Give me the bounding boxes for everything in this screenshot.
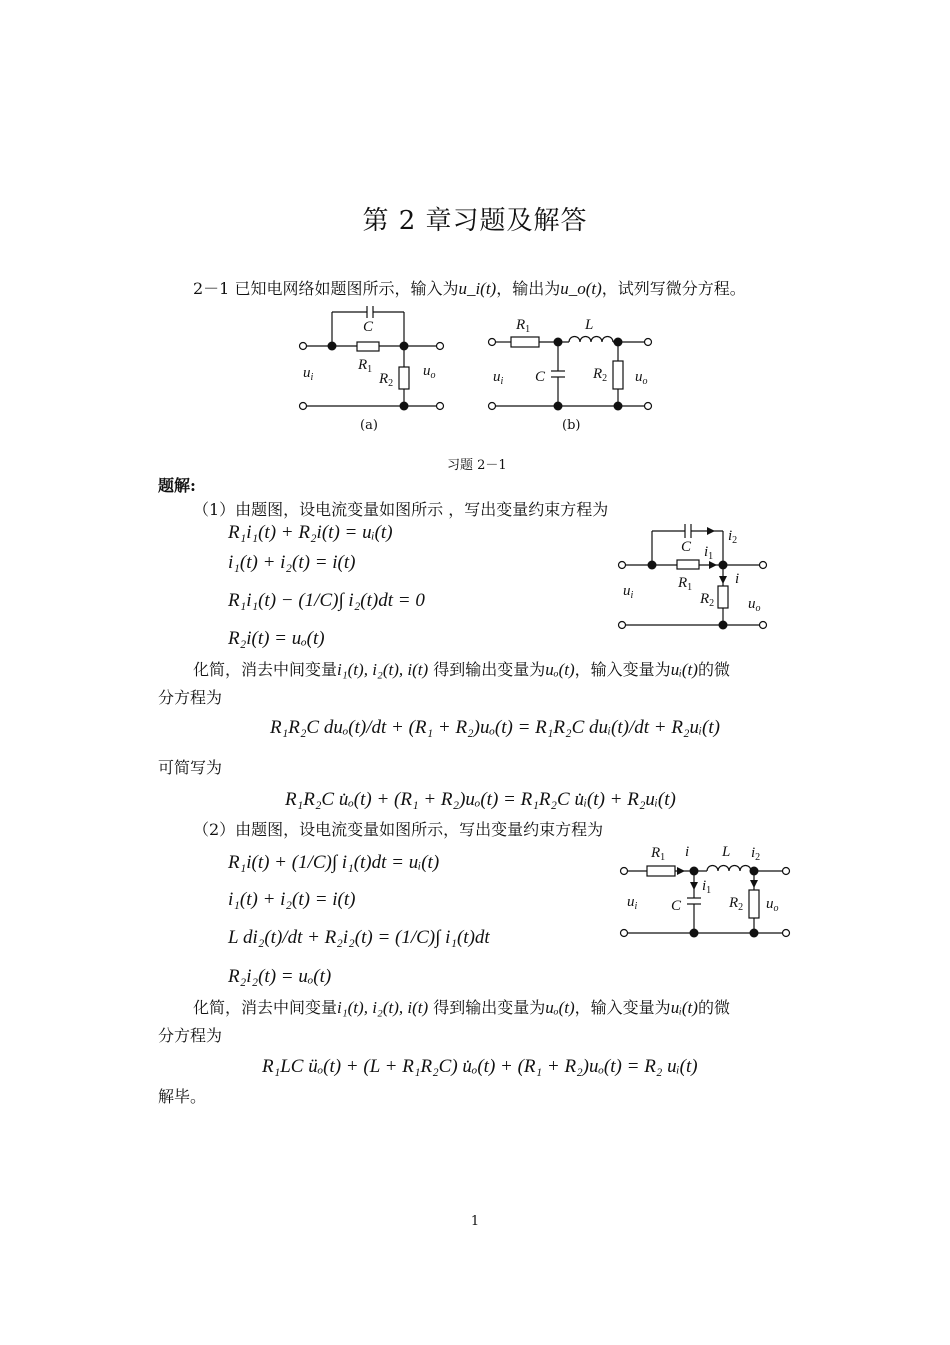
problem-intro-c: ，试列写微分方程。 (601, 279, 746, 298)
svg-text:L: L (585, 317, 594, 333)
part1-equation-1: R₁i₁(t) + R₂i(t) = uᵢ(t) (228, 522, 393, 543)
short-form-label: 可简写为 (158, 758, 223, 777)
part2-simplify-line (193, 995, 730, 1018)
svg-text:i1: $i_1$ (704, 544, 714, 562)
svg-text:R2: $R_2$ (729, 895, 744, 913)
part2-equation-2: i₁(t) + i₂(t) = i(t) (228, 889, 356, 910)
svg-text:i: i (685, 844, 690, 860)
part1-short-equation: R₁R₂C u̇ₒ(t) + (R₁ + R₂)uₒ(t) = R₁R₂C u̇ᵢ(t) + R₂uᵢ(t) (285, 789, 676, 810)
figure-b-label: (b) (562, 418, 581, 433)
circuit-figure-b (485, 315, 655, 415)
svg-text:C: C (535, 369, 546, 385)
part2-result-equation: R₁LC üₒ(t) + (L + R₁R₂C) u̇ₒ(t) + (R₁ + R₂)uₒ(t) = R₂ uᵢ(t) (262, 1056, 698, 1077)
part2-equation-3: L di₂(t)/dt + R₂i₂(t) = (1/C)∫ i₁(t)dt (228, 927, 490, 948)
simplify2-output-var: uₒ(t) (545, 998, 575, 1017)
svg-text:C: C (363, 319, 374, 335)
simplify-text-a: 化简，消去中间变量 (193, 660, 338, 679)
svg-text:uo: $u_o$ (423, 363, 436, 381)
part1-result-equation: R₁R₂C duₒ(t)/dt + (R₁ + R₂)uₒ(t) = R₁R₂C duᵢ(t)/dt + R₂uᵢ(t) (270, 717, 720, 738)
circuit-figure-a (295, 305, 455, 415)
part2-simplify-line-2: 分方程为 (158, 1026, 223, 1045)
problem-intro-b: ，输出为 (496, 279, 561, 298)
svg-text:ui: $u_i$ (623, 583, 634, 601)
part1-equation-2: i₁(t) + i₂(t) = i(t) (228, 552, 356, 573)
problem-intro-a: 2－1 已知电网络如题图所示，输入为 (193, 279, 459, 298)
simplify2-text-d: 的微 (697, 998, 730, 1017)
svg-text:R2: $R_2$ (379, 371, 394, 389)
svg-text:R2: $R_2$ (593, 366, 608, 384)
simplify2-text-b: 得到输出变量为 (433, 998, 546, 1017)
svg-text:R1: $R_1$ (678, 575, 693, 593)
problem-input-var: u_i(t) (458, 279, 497, 298)
page-number: 1 (470, 1214, 480, 1229)
svg-text:uo: $u_o$ (748, 596, 761, 614)
part1-intro: （1）由题图，设电流变量如图所示 ，写出变量约束方程为 (193, 500, 609, 519)
svg-text:i2: $i_2$ (751, 845, 761, 863)
svg-text:C: C (681, 539, 692, 555)
solution-heading: 题解: (158, 476, 196, 495)
part2-intro: （2）由题图，设电流变量如图所示，写出变量约束方程为 (193, 820, 604, 839)
part1-simplify-line (193, 657, 730, 680)
svg-text:uo: $u_o$ (766, 896, 779, 914)
simplify-output-var: uₒ(t) (545, 660, 575, 679)
problem-output-var: u_o(t) (560, 279, 602, 298)
svg-text:R2: $R_2$ (700, 591, 715, 609)
part1-equation-4: R₂i(t) = uₒ(t) (228, 628, 325, 649)
part1-equation-3: R₁i₁(t) − (1/C)∫ i₂(t)dt = 0 (228, 590, 425, 611)
svg-text:R1: $R_1$ (516, 317, 531, 335)
solution-ending: 解毕。 (158, 1087, 207, 1106)
svg-text:ui: $u_i$ (303, 365, 314, 383)
svg-text:i1: $i_1$ (702, 878, 712, 896)
svg-text:C: C (671, 898, 682, 914)
figure-caption: 习题 2－1 (447, 458, 507, 473)
simplify2-input-var: uᵢ(t) (670, 998, 698, 1017)
part2-equation-1: R₁i(t) + (1/C)∫ i₁(t)dt = uᵢ(t) (228, 852, 440, 873)
figure-a-label: (a) (360, 418, 378, 433)
page-title: 第 2 章习题及解答 (362, 206, 588, 236)
svg-text:ui: $u_i$ (493, 369, 504, 387)
circuit-figure-part2 (615, 840, 790, 940)
svg-text:R1: $R_1$ (651, 845, 666, 863)
simplify-text-c: ，输入变量为 (574, 660, 671, 679)
svg-text:i: i (735, 571, 740, 587)
svg-text:ui: $u_i$ (627, 894, 638, 912)
svg-text:uo: $u_o$ (635, 369, 648, 387)
part2-equation-4: R₂i₂(t) = uₒ(t) (228, 966, 332, 987)
simplify-intermediate-vars: i₁(t), i₂(t), i(t) (337, 660, 429, 679)
simplify2-text-c: ，输入变量为 (574, 998, 671, 1017)
circuit-figure-part1 (615, 520, 775, 635)
svg-text:L: L (722, 844, 731, 860)
svg-text:i2: $i_2$ (728, 528, 738, 546)
part1-simplify-line-2: 分方程为 (158, 688, 223, 707)
simplify2-intermediate-vars: i₁(t), i₂(t), i(t) (337, 998, 429, 1017)
svg-text:R1: $R_1$ (358, 357, 373, 375)
simplify-text-d: 的微 (697, 660, 730, 679)
simplify2-text-a: 化简，消去中间变量 (193, 998, 338, 1017)
simplify-input-var: uᵢ(t) (670, 660, 698, 679)
problem-statement (193, 276, 746, 299)
simplify-text-b: 得到输出变量为 (433, 660, 546, 679)
